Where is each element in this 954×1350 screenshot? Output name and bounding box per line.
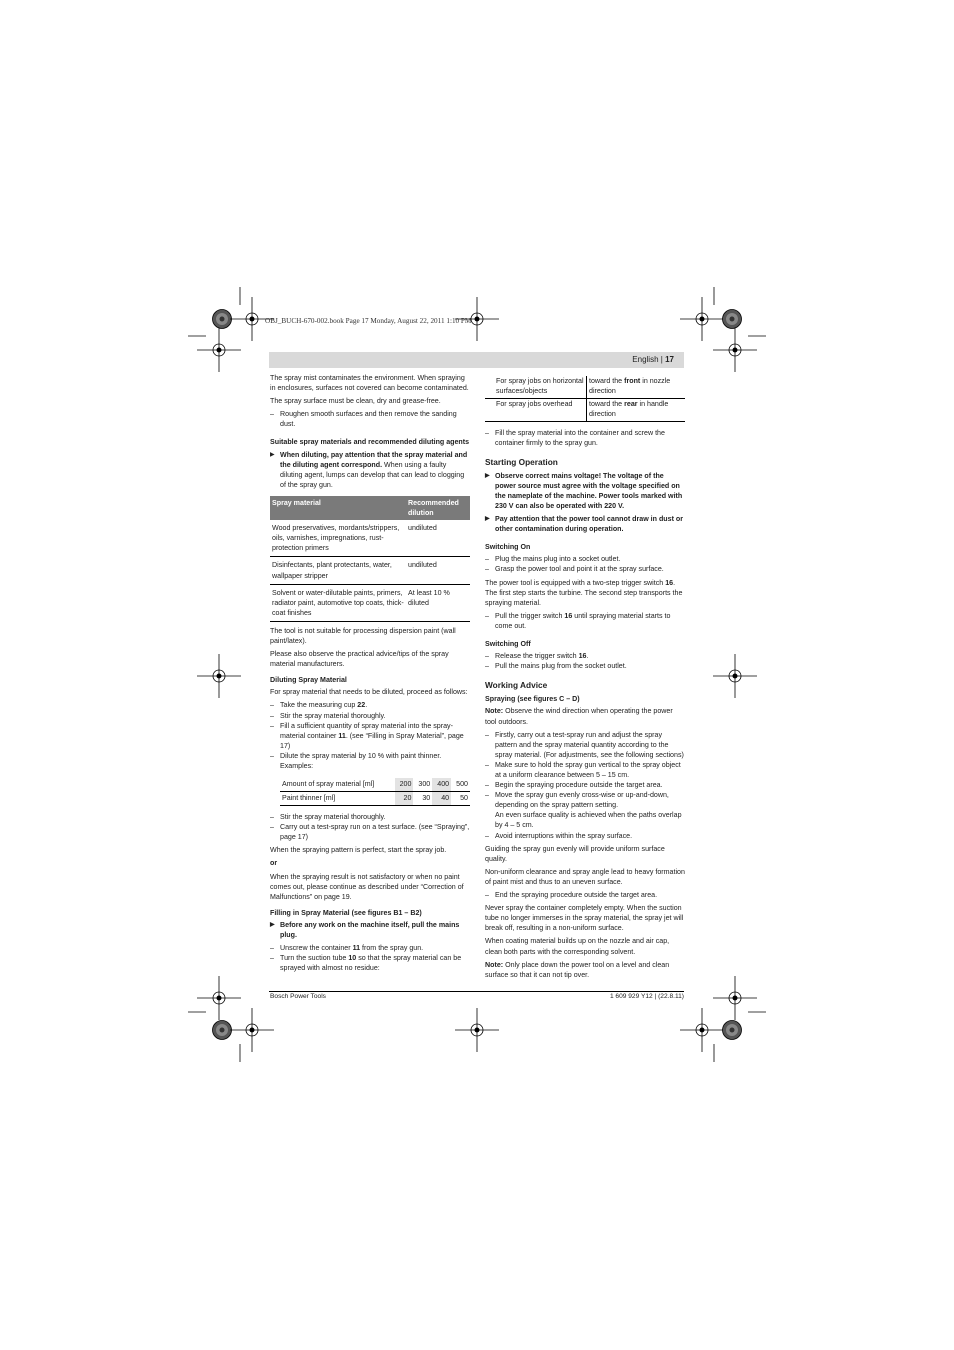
- warning-bold: When diluting, pay attention that the spray material and the diluting agent correspond.: [280, 450, 468, 469]
- heading-diluting: Diluting Spray Material: [270, 676, 347, 685]
- paragraph: [485, 578, 685, 608]
- heading-suitable-materials: Suitable spray materials and recommended diluting agents: [270, 438, 470, 447]
- table-row: [280, 778, 470, 792]
- table-row: [270, 557, 470, 584]
- list-item: [485, 651, 685, 661]
- table-header: Recommended dilution: [406, 496, 470, 520]
- text: Fill a sufficient quantity of spray material into the spray-material container: [280, 721, 453, 740]
- list-item: – Move the spray gun evenly cross-wise or up-and-down, depending on the spray pattern setting.: [485, 790, 685, 810]
- ref-number: 11: [338, 731, 346, 740]
- text: .: [365, 701, 368, 710]
- table-cell: [587, 399, 686, 422]
- table-cell: At least 10 % diluted: [406, 584, 470, 621]
- text: Release the trigger switch: [495, 652, 579, 661]
- list-item: [270, 721, 470, 751]
- text: until spraying material starts to come out.: [495, 611, 671, 630]
- table-row: [485, 399, 685, 422]
- warning: ▶ Observe correct mains voltage! The voltage of the power source must agree with the voltage specified on the nameplate of the machine. Power tools marked with 230 V can also be operated with 220 V.: [485, 471, 685, 511]
- paragraph: When the spraying pattern is perfect, start the spray job.: [270, 846, 447, 855]
- heading-switching-off: Switching Off: [485, 639, 531, 648]
- list-item: – Begin the spraying procedure outside the target area.: [485, 780, 685, 790]
- text: Pull the trigger switch: [495, 611, 565, 620]
- ref-number: 10: [348, 954, 357, 963]
- list-item: – Stir the spray material thoroughly.: [270, 711, 470, 721]
- heading-spraying: Spraying (see figures C – D): [485, 695, 580, 704]
- ref-number: 22: [357, 701, 366, 710]
- table-cell: 30: [413, 792, 432, 806]
- ref-number: 16: [564, 611, 573, 620]
- text-bold: rear: [624, 400, 638, 409]
- text: from the spray gun.: [360, 944, 424, 953]
- text: in handle direction: [589, 400, 669, 419]
- list-item: – End the spraying procedure outside the target area.: [485, 890, 685, 900]
- table-row: [485, 376, 685, 399]
- paragraph: The tool is not suitable for processing dispersion paint (wall paint/latex).: [270, 626, 456, 645]
- table-cell: 400: [432, 778, 451, 792]
- left-column: [270, 373, 470, 973]
- text: in nozzle direction: [589, 377, 671, 396]
- list-item-continuation: An even surface quality is achieved when the paths overlap by 4 – 5 cm.: [495, 811, 682, 830]
- text: Turn the suction tube: [280, 954, 349, 963]
- text: Only place down the power tool on a level and clean surface so that it can not tip over.: [485, 960, 670, 979]
- table-row: [270, 584, 470, 621]
- ref-number: 11: [352, 944, 361, 953]
- list-item: – Firstly, carry out a test-spray run and adjust the spray pattern and the spray material quantity according to the spray material. (For adjustments, see the following sections): [485, 730, 685, 760]
- ref-number: 16: [578, 652, 587, 661]
- footer-doc-number: 1 609 929 Y12 | (22.8.11): [609, 993, 684, 1000]
- heading-filling: Filling in Spray Material (see figures B1 – B2): [270, 908, 422, 917]
- list-item: [270, 953, 470, 973]
- heading-switching-on: Switching On: [485, 543, 531, 552]
- list-item: – Grasp the power tool and point it at the spray surface.: [485, 564, 685, 574]
- text: Observe the wind direction when operating the power tool outdoors.: [485, 707, 673, 726]
- table-cell: 50: [451, 792, 470, 806]
- table-cell: For spray jobs on horizontal surfaces/objects: [485, 376, 587, 399]
- list-item: – Stir the spray material thoroughly.: [270, 812, 470, 822]
- file-info: OBJ_BUCH-670-002.book Page 17 Monday, August 22, 2011 1:10 PM: [265, 317, 472, 325]
- text: . (see “Filling in Spray Material”, page 17): [280, 731, 464, 750]
- table-cell: Disinfectants, plant protectants, water, wallpaper stripper: [270, 557, 406, 584]
- text: toward the: [589, 377, 625, 385]
- text: so that the spray material can be sprayed with almost no residue:: [280, 954, 462, 973]
- header-separator: |: [660, 355, 663, 364]
- warning: ▶ Pay attention that the power tool cannot draw in dust or other contamination during operation.: [485, 514, 685, 534]
- table-cell: Amount of spray material [ml]: [280, 778, 395, 792]
- header-language: English: [632, 355, 659, 364]
- list-item: – Fill the spray material into the container and screw the container firmly to the spray gun.: [485, 428, 685, 448]
- note: [485, 706, 685, 726]
- note: [485, 960, 685, 980]
- list-item: – Dilute the spray material by 10 % with paint thinner. Examples:: [270, 751, 470, 771]
- warning: ▶ Before any work on the machine itself, pull the mains plug.: [270, 920, 470, 940]
- text: Take the measuring cup: [280, 701, 358, 710]
- warning-text: When using a faulty diluting agent, lumps can develop that can lead to clogging of the spray gun.: [280, 460, 465, 489]
- table-cell: 200: [395, 778, 414, 792]
- list-item: – Plug the mains plug into a socket outlet.: [485, 554, 685, 564]
- table-row: [270, 520, 470, 557]
- text: Unscrew the container: [280, 944, 353, 953]
- list-item: – Make sure to hold the spray gun vertical to the spray object at a uniform clearance between 5 – 15 cm.: [485, 760, 685, 780]
- paragraph: Please also observe the practical advice/tips of the spray material manufacturers.: [270, 650, 449, 669]
- paragraph: The spray mist contaminates the environment. When spraying in enclosures, surfaces not covered can become contaminated.: [270, 374, 469, 393]
- table-cell: [587, 376, 686, 399]
- list-item: – Pull the mains plug from the socket outlet.: [485, 661, 685, 671]
- paragraph: Never spray the container completely empty. When the suction tube no longer immerses in the spray material, the spray jet will break off, resulting in a non-uniform surface.: [485, 904, 684, 933]
- paragraph: Non-uniform clearance and spray angle lead to heavy formation of paint mist and thus to an uneven surface.: [485, 867, 685, 886]
- text: .: [586, 652, 589, 661]
- spray-material-table: [270, 496, 470, 622]
- footer-brand: Bosch Power Tools: [270, 993, 326, 1000]
- table-row: [280, 792, 470, 806]
- list-item: [270, 943, 470, 953]
- text: The power tool is equipped with a two-step trigger switch: [485, 578, 666, 587]
- warning: [270, 450, 470, 490]
- or-label: or: [270, 859, 278, 868]
- table-cell: 300: [413, 778, 432, 792]
- right-column: [485, 376, 685, 983]
- text-bold: front: [624, 377, 641, 385]
- list-item: – Carry out a test-spray run on a test surface. (see “Spraying”, page 17): [270, 822, 470, 842]
- table-header: Spray material: [270, 496, 406, 520]
- list-item: [270, 700, 470, 710]
- paragraph: When the spraying result is not satisfactory or when no paint comes out, please continue as described under “Correction of Malfunctions” on page 19.: [270, 872, 464, 901]
- list-item: – Avoid interruptions within the spray surface.: [485, 831, 685, 841]
- table-header-row: [270, 496, 470, 520]
- page-header: [269, 352, 684, 368]
- ref-number: 16: [665, 578, 674, 587]
- table-cell: 500: [451, 778, 470, 792]
- table-cell: Wood preservatives, mordants/strippers, oils, varnishes, impregnations, rust-protection primers: [270, 520, 406, 557]
- table-cell: Paint thinner [ml]: [280, 792, 395, 806]
- suction-tube-direction-table: [485, 376, 685, 422]
- list-item: [485, 611, 685, 631]
- note-label: Note:: [485, 707, 504, 716]
- heading-working-advice: Working Advice: [485, 680, 548, 691]
- paragraph: The spray surface must be clean, dry and grease-free.: [270, 397, 441, 406]
- table-cell: Solvent or water-dilutable paints, primers, radiator paint, automotive top coats, thick-coat finishes: [270, 584, 406, 621]
- paragraph: Guiding the spray gun evenly will provide uniform surface quality.: [485, 844, 665, 863]
- table-cell: 20: [395, 792, 414, 806]
- page-number: 17: [665, 355, 674, 364]
- table-cell: undiluted: [406, 557, 470, 584]
- header-text: [632, 355, 674, 364]
- text: toward the: [589, 400, 625, 409]
- footer-rule: [269, 991, 684, 992]
- heading-starting-operation: Starting Operation: [485, 456, 558, 467]
- dilution-table: [280, 778, 470, 806]
- text: . The first step starts the turbine. The second step transports the spraying material.: [485, 578, 683, 607]
- list-item: – Roughen smooth surfaces and then remove the sanding dust.: [270, 409, 470, 429]
- table-cell: 40: [432, 792, 451, 806]
- paragraph: For spray material that needs to be diluted, proceed as follows:: [270, 688, 468, 697]
- paragraph: When coating material builds up on the nozzle and air cap, clean both parts with the corresponding solvent.: [485, 937, 670, 956]
- table-cell: For spray jobs overhead: [485, 399, 587, 422]
- note-label: Note:: [485, 960, 504, 969]
- table-cell: undiluted: [406, 520, 470, 557]
